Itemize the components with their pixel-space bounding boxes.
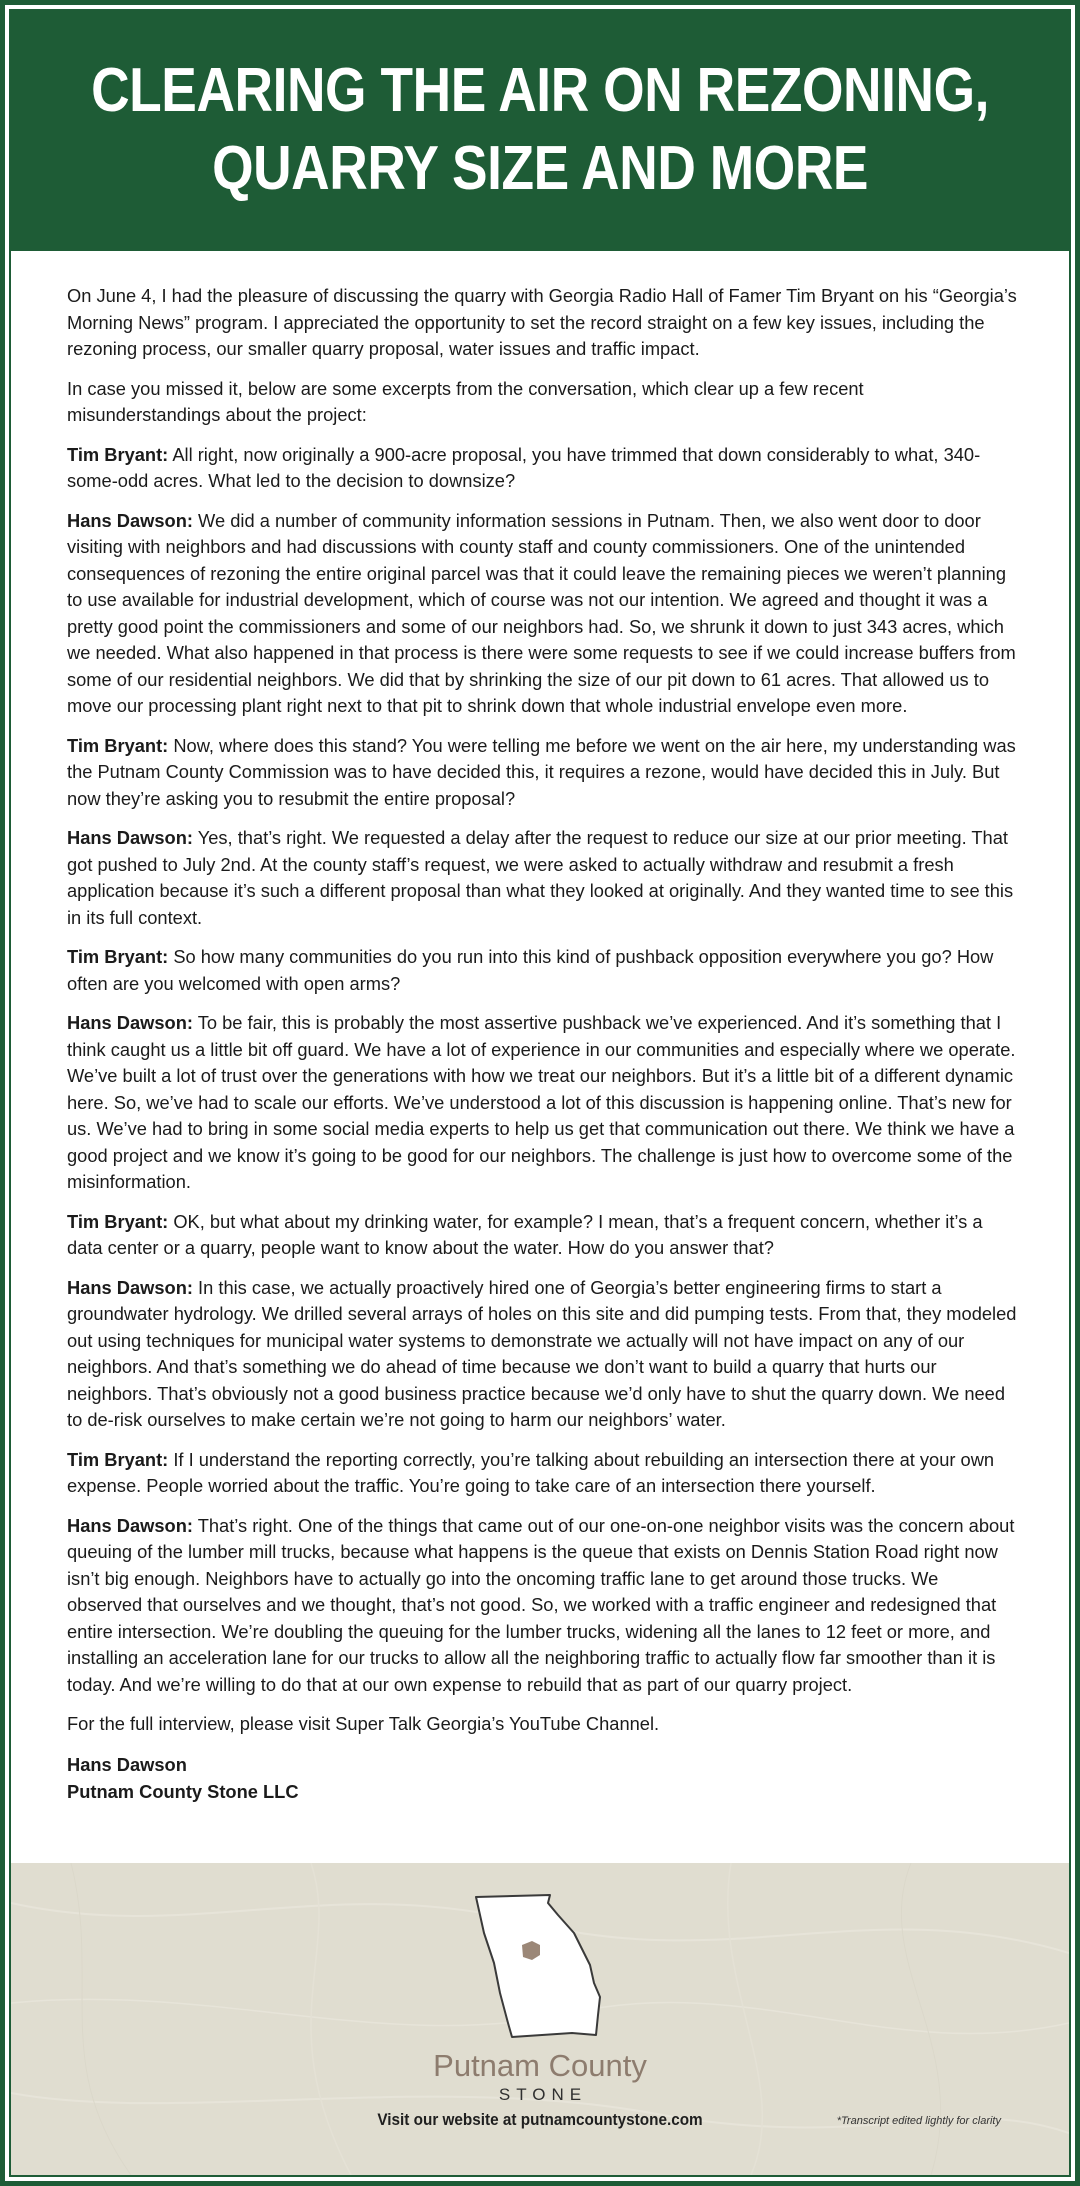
paragraph-text: OK, but what about my drinking water, for example? I mean, that’s a frequent concern, whether it’s a data center or a quarry, people want to know about the water. How do you answer that? xyxy=(67,1210,983,1258)
article-paragraph xyxy=(67,1711,1017,1738)
paragraph-text: We did a number of community information sessions in Putnam. Then, we also went door to door visiting with neighbors and had discussions with county staff and county commissioners. One of the unintended consequences of rezoning the entire original parcel was that it could leave the remaining pieces we weren’t planning to use available for industrial development, which of course was not our intention. We agreed and thought it was a pretty good point the commissioners and some of our neighbors had. So, we shrunk it down to just 343 acres, which we needed. What also happened in that process is there were some requests to see if we could increase buffers from some of our residential neighbors. We did that by shrinking the size of our pit down to 61 acres. That allowed us to move our processing plant right next to that pit to shrink down that whole industrial envelope even more. xyxy=(67,509,1016,716)
company-name: Putnam County Stone LLC xyxy=(67,1780,299,1802)
paragraph-text: To be fair, this is probably the most assertive pushback we’ve experienced. And it’s something that I think caught us a little bit off guard. We have a lot of experience in our communities and especially where we operate. We’ve built a lot of trust over the generations with how we treat our neighbors. But it’s a little bit of a different dynamic here. So, we’ve had to scale our efforts. We’ve understood a lot of this discussion is happening online. That’s new for us. We’ve had to bring in some social media experts to help us get that communication out there. We think we have a good project and we know it’s going to be good for our neighbors. The challenge is just how to overcome some of the misinformation. xyxy=(67,1012,1016,1192)
paragraph-text: If I understand the reporting correctly, you’re talking about rebuilding an intersection there at your own expense. People worried about the traffic. You’re going to take care of an intersection there yourself. xyxy=(67,1448,995,1496)
article-paragraph xyxy=(67,1010,1017,1196)
georgia-map-icon xyxy=(470,1893,610,2043)
transcript-footnote: *Transcript edited lightly for clarity xyxy=(836,2115,1001,2127)
speaker-label: Tim Bryant: xyxy=(67,1210,169,1232)
article-paragraph xyxy=(67,376,1017,429)
article-paragraph xyxy=(67,1275,1017,1434)
article-body xyxy=(67,283,1017,1805)
article-paragraph xyxy=(67,508,1017,720)
speaker-label: Hans Dawson: xyxy=(67,1514,193,1536)
speaker-label: Hans Dawson: xyxy=(67,509,193,531)
paragraph-text: Now, where does this stand? You were telling me before we went on the air here, my understanding was the Putnam County Commission was to have decided this, it requires a rezone, would have decided this in July. But now they’re asking you to resubmit the entire proposal? xyxy=(67,734,1016,809)
speaker-label: Tim Bryant: xyxy=(67,946,169,967)
paragraph-text: Yes, that’s right. We requested a delay after the request to reduce our size at our prior meeting. That got pushed to July 2nd. At the county staff’s request, we were asked to actually withdraw and resubmit a fresh application because it’s such a different proposal than what they looked at originally. And they wanted time to see this in its full context. xyxy=(67,827,1014,928)
paragraph-text: That’s right. One of the things that came out of our one-on-one neighbor visits was the concern about queuing of the lumber mill trucks, because what happens is the queue that exists on Dennis Station Road right now isn’t big enough. Neighbors have to actually go into the oncoming traffic lane to get around those trucks. We observed that ourselves and we thought, that’s not good. So, we worked with a traffic engineer and redesigned that entire intersection. We’re doubling the queuing for the lumber trucks, widening all the lanes to 12 feet or more, and installing an acceleration lane for our trucks to allow all the neighboring traffic to actually flow far smoother than it is today. And we’re willing to do that at our own expense to rebuild that as part of our quarry project. xyxy=(67,1514,1015,1695)
paragraph-text: In case you missed it, below are some excerpts from the conversation, which clear up a few recent misunderstandings about the project: xyxy=(67,377,864,425)
brand-sub: STONE xyxy=(498,2085,588,2104)
speaker-label: Tim Bryant: xyxy=(67,1448,169,1470)
footer-banner xyxy=(11,1863,1069,2175)
article-paragraph xyxy=(67,283,1017,363)
paragraph-text: In this case, we actually proactively hired one of Georgia’s better engineering firms to start a groundwater hydrology. We drilled several arrays of holes on this site and did pumping tests. From that, they modeled out using techniques for municipal water systems to demonstrate we actually will not have impact on any of our neighbors. And that’s something we do ahead of time because we don’t want to build a quarry that hurts our neighbors. That’s obviously not a good business practice because we’d only have to shut the quarry down. We need to de-risk ourselves to make certain we’re not going to harm our neighbors’ water. xyxy=(67,1276,1017,1430)
speaker-label: Hans Dawson: xyxy=(67,1012,193,1033)
header-banner xyxy=(9,9,1071,251)
website-link[interactable]: Visit our website at putnamcountystone.com xyxy=(377,2110,703,2129)
speaker-label: Hans Dawson: xyxy=(67,827,193,848)
article-paragraph xyxy=(67,1209,1017,1262)
paragraph-text: On June 4, I had the pleasure of discussing the quarry with Georgia Radio Hall of Famer Tim Bryant on his “Georgia’s Morning News” program. I appreciated the opportunity to set the record straight on a few key issues, including the rezoning process, our smaller quarry proposal, water issues and traffic impact. xyxy=(67,285,1017,359)
signoff xyxy=(67,1751,1017,1805)
paragraph-text: So how many communities do you run into this kind of pushback opposition everywhere you go? How often are you welcomed with open arms? xyxy=(67,946,994,994)
brand-name: Putnam County xyxy=(433,2048,647,2083)
speaker-label: Hans Dawson: xyxy=(67,1276,193,1298)
speaker-label: Tim Bryant: xyxy=(67,443,169,465)
author-name: Hans Dawson xyxy=(67,1753,187,1775)
article-paragraph xyxy=(67,1513,1017,1699)
paragraph-text: For the full interview, please visit Super Talk Georgia’s YouTube Channel. xyxy=(67,1713,660,1734)
speaker-label: Tim Bryant: xyxy=(67,734,169,756)
paragraph-list xyxy=(67,283,1017,1738)
article-paragraph xyxy=(67,944,1017,997)
brand-logo xyxy=(11,1893,1069,2105)
article-paragraph xyxy=(67,825,1017,931)
article-paragraph xyxy=(67,1447,1017,1500)
article-paragraph xyxy=(67,733,1017,813)
article-paragraph xyxy=(67,442,1017,495)
paragraph-text: All right, now originally a 900-acre proposal, you have trimmed that down considerably to what, 340-some-odd acres. What led to the decision to downsize? xyxy=(67,443,981,491)
page-title: CLEARING THE AIR ON REZONING, QUARRY SIZE AND MORE xyxy=(91,56,989,203)
